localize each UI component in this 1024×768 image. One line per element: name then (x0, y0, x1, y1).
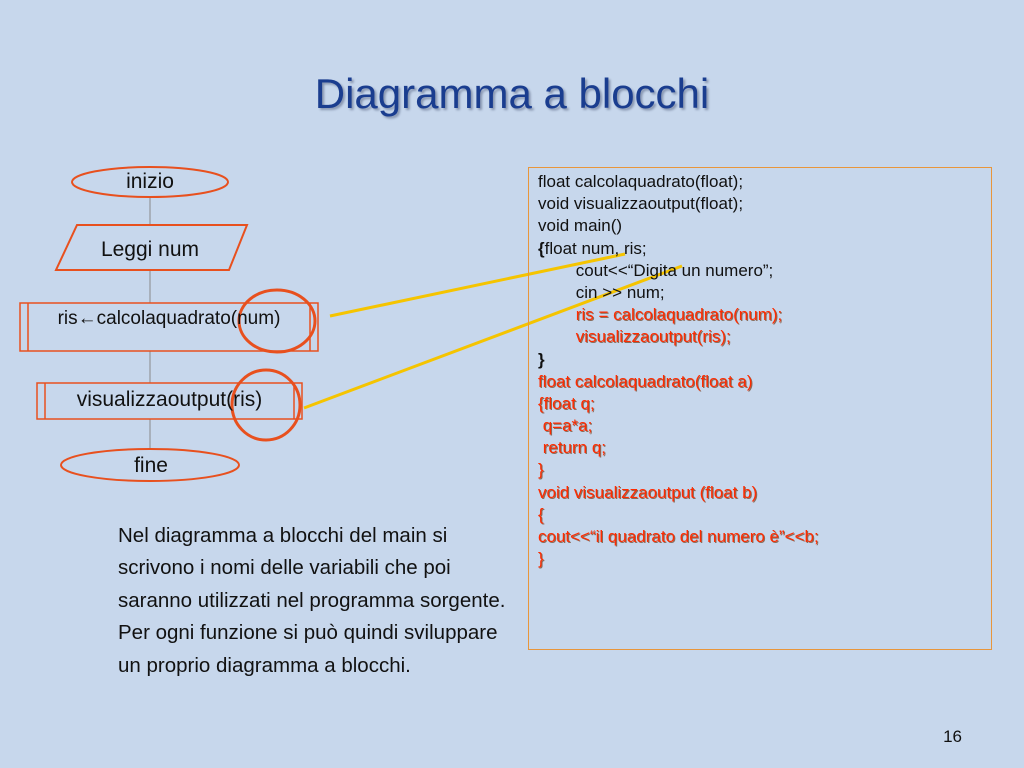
code-line: q=a*a; (538, 416, 593, 436)
code-line: visualizzaoutput(ris); (538, 327, 731, 347)
slide-title: Diagramma a blocchi (314, 70, 710, 117)
code-line: void visualizzaoutput (float b) (538, 482, 758, 502)
code-line: cout<<“il quadrato del numero è”<<b; (538, 527, 819, 546)
code-line: ris = calcolaquadrato(num); (538, 305, 783, 325)
code-line: cin >> num; (538, 282, 665, 302)
process2-label: visualizzaoutput(ris) (76, 388, 263, 411)
page-number: 16 (943, 727, 962, 746)
code-line: void main() (538, 216, 623, 236)
code-line: float calcolaquadrato(float a) (538, 371, 753, 391)
code-line: { (538, 504, 544, 524)
code-line: {float num, ris; (538, 238, 647, 258)
code-line: } (538, 549, 544, 569)
code-line: } (538, 349, 545, 369)
code-line: {float q; (538, 393, 595, 413)
source-code (538, 171, 819, 570)
input-label: Leggi num (100, 238, 200, 261)
code-line: void visualizzaoutput(float); (538, 194, 744, 214)
code-line: cout<<“Digita un numero”; (538, 260, 774, 280)
code-line: return q; (538, 438, 607, 458)
process1-label: ris←calcolaquadrato(num) (57, 308, 281, 329)
start-label: inizio (126, 170, 174, 193)
code-line: float calcolaquadrato(float); (538, 172, 744, 191)
code-line: } (538, 460, 544, 480)
description-text: Nel diagramma a blocchi del main si scrivono i nomi delle variabili che poi saranno utilizzati nel programma sorgente. Per ogni funzione si può quindi sviluppare un proprio diagramma a blocchi. (118, 524, 506, 677)
end-label: fine (134, 454, 168, 477)
